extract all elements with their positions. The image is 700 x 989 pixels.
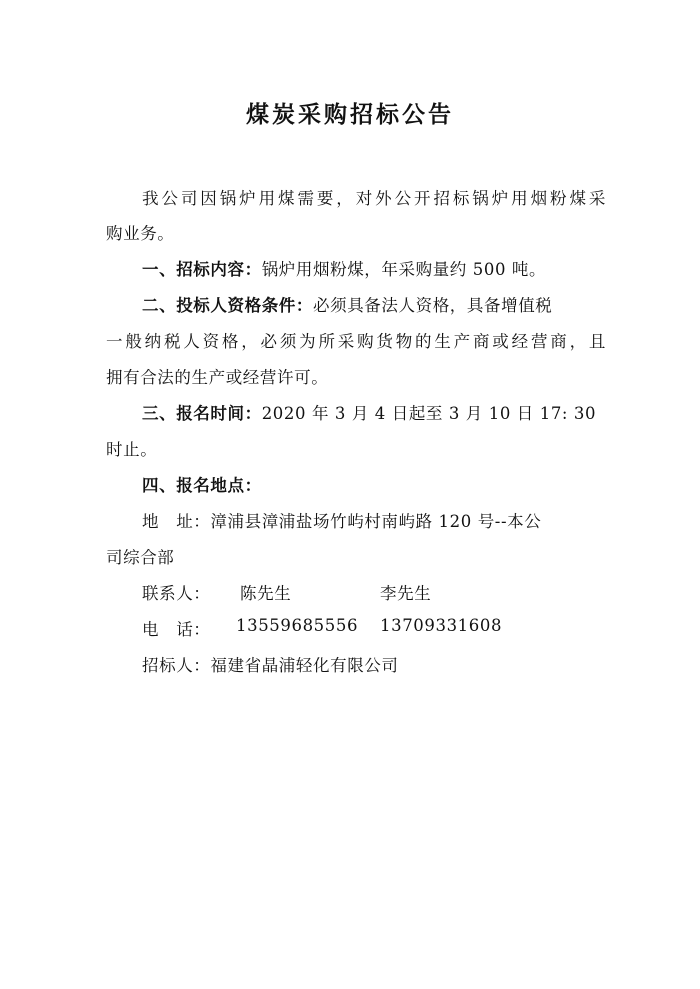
intro-line-2: 购业务。 <box>106 224 175 243</box>
address-line <box>142 508 642 532</box>
phone-number-1: 13559685556 <box>236 616 359 635</box>
contact-person-1: 陈先生 <box>240 584 292 603</box>
section-3-text: 2020 年 3 月 4 日起至 3 月 10 日 17: 30 <box>261 404 597 423</box>
phone-number-2: 13709331608 <box>380 616 503 635</box>
contact-label: 联系人： <box>142 584 211 603</box>
section-2-line-3: 拥有合法的生产或经营许可。 <box>106 368 329 387</box>
section-2 <box>142 292 606 316</box>
section-2-text: 必须具备法人资格，具备增值税 <box>313 296 553 315</box>
section-3-heading: 三、报名时间： <box>142 404 262 423</box>
contact-person-2: 李先生 <box>380 584 432 603</box>
tenderer-name: 福建省晶浦轻化有限公司 <box>210 656 399 675</box>
section-1 <box>142 256 642 280</box>
tenderer-label: 招标人： <box>142 656 211 675</box>
phone-label: 电 话： <box>142 620 211 639</box>
section-2-heading: 二、投标人资格条件： <box>142 296 313 315</box>
tenderer-line <box>142 652 642 676</box>
section-3-line-2: 时止。 <box>106 440 158 459</box>
section-3 <box>142 400 642 424</box>
section-2-line-2: 一般纳税人资格，必须为所采购货物的生产商或经营商，且 <box>106 332 606 351</box>
page-title: 煤炭采购招标公告 <box>246 101 454 128</box>
address-label: 地 址： <box>142 512 211 531</box>
intro-line-1: 我公司因锅炉用煤需要，对外公开招标锅炉用烟粉煤采 <box>142 189 606 208</box>
address-line-2: 司综合部 <box>106 548 175 567</box>
address-text: 漳浦县漳浦盐场竹屿村南屿路 120 号--本公 <box>210 512 542 531</box>
section-1-heading: 一、招标内容： <box>142 260 262 279</box>
section-4-heading: 四、报名地点： <box>142 476 262 495</box>
section-1-text: 锅炉用烟粉煤，年采购量约 500 吨。 <box>261 260 547 279</box>
